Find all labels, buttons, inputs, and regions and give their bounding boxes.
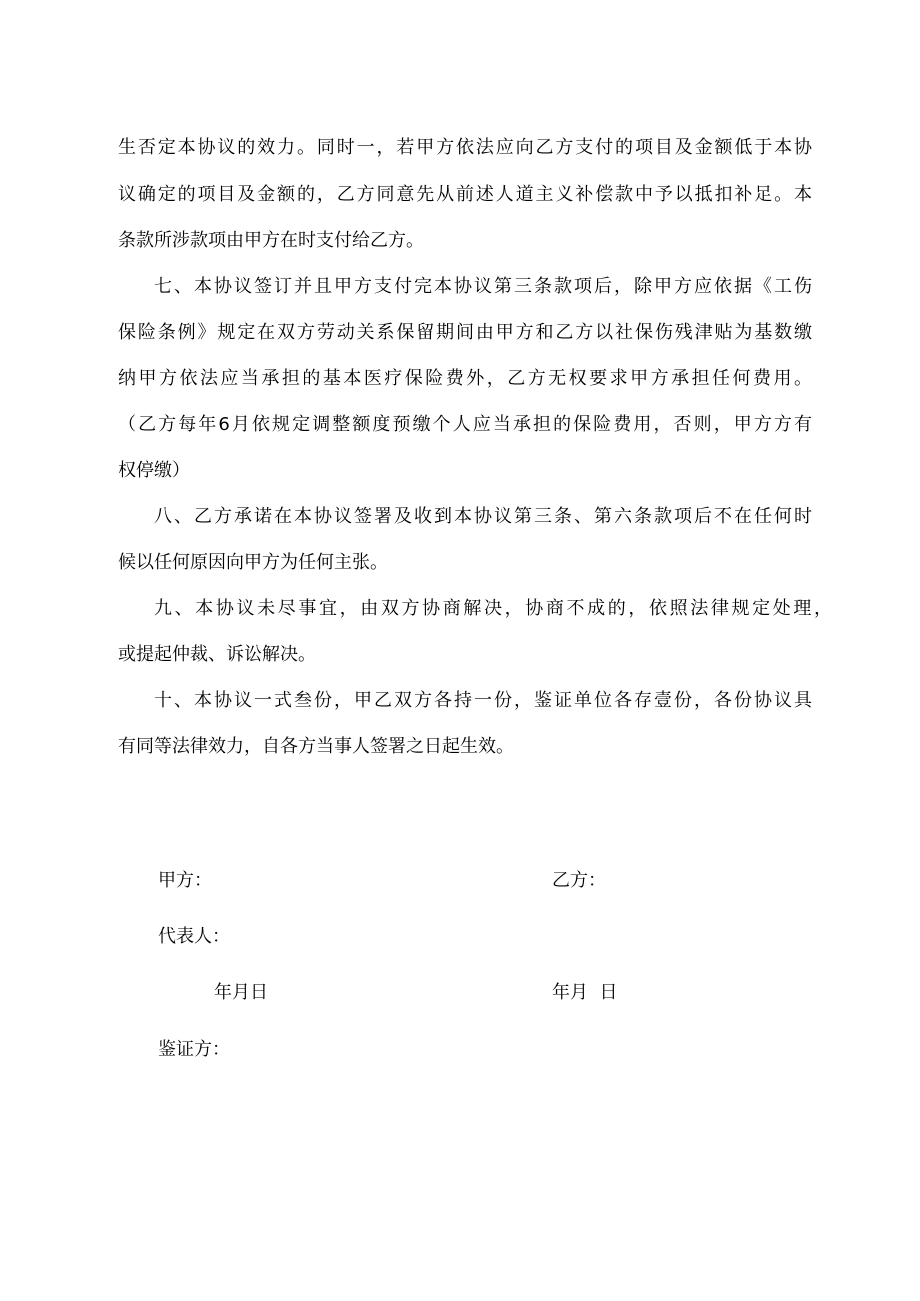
clause-line: 七、本协议签订并且甲方支付完本协议第三条款项后，除甲方应依据《工伤 xyxy=(154,276,812,297)
clause-line: 九、本协议未尽事宜，由双方协商解决，协商不成的，依照法律规定处理， xyxy=(154,598,832,619)
clause-line: 候以任何原因向甲方为任何主张。 xyxy=(118,552,388,573)
party-b-label: 乙方： xyxy=(552,870,606,891)
representative-label: 代表人： xyxy=(158,926,230,947)
party-a-date: 年月日 xyxy=(214,982,268,1003)
clause-line: 有同等法律效力，自各方当事人签署之日起生效。 xyxy=(118,736,514,757)
clause-line: 十、本协议一式叁份，甲乙双方各持一份，鉴证单位各存壹份，各份协议具 xyxy=(154,690,812,711)
clause-line: 条款所涉款项由甲方在时支付给乙方。 xyxy=(118,230,424,251)
clause-line: 纳甲方依法应当承担的基本医疗保险费外，乙方无权要求甲方承担任何费用。 xyxy=(118,368,812,389)
clause-line: 保险条例》规定在双方劳动关系保留期间由甲方和乙方以社保伤残津贴为基数缴 xyxy=(118,322,812,343)
clause-line: 生否定本协议的效力。同时一，若甲方依法应向乙方支付的项目及金额低于本协 xyxy=(118,137,812,158)
party-a-label: 甲方： xyxy=(158,870,212,891)
clause-line: 或提起仲裁、诉讼解决。 xyxy=(118,644,316,665)
party-b-date: 年月 日 xyxy=(552,982,618,1003)
clause-line: 八、乙方承诺在本协议签署及收到本协议第三条、第六条款项后不在任何时 xyxy=(154,506,812,527)
clause-line: 议确定的项目及金额的，乙方同意先从前述人道主义补偿款中予以抵扣补足。本 xyxy=(118,184,812,205)
clause-line: （乙方每年6月依规定调整额度预缴个人应当承担的保险费用，否则，甲方方有 xyxy=(118,414,812,435)
clause-line: 权停缴） xyxy=(118,460,190,481)
witness-label: 鉴证方： xyxy=(158,1039,230,1060)
